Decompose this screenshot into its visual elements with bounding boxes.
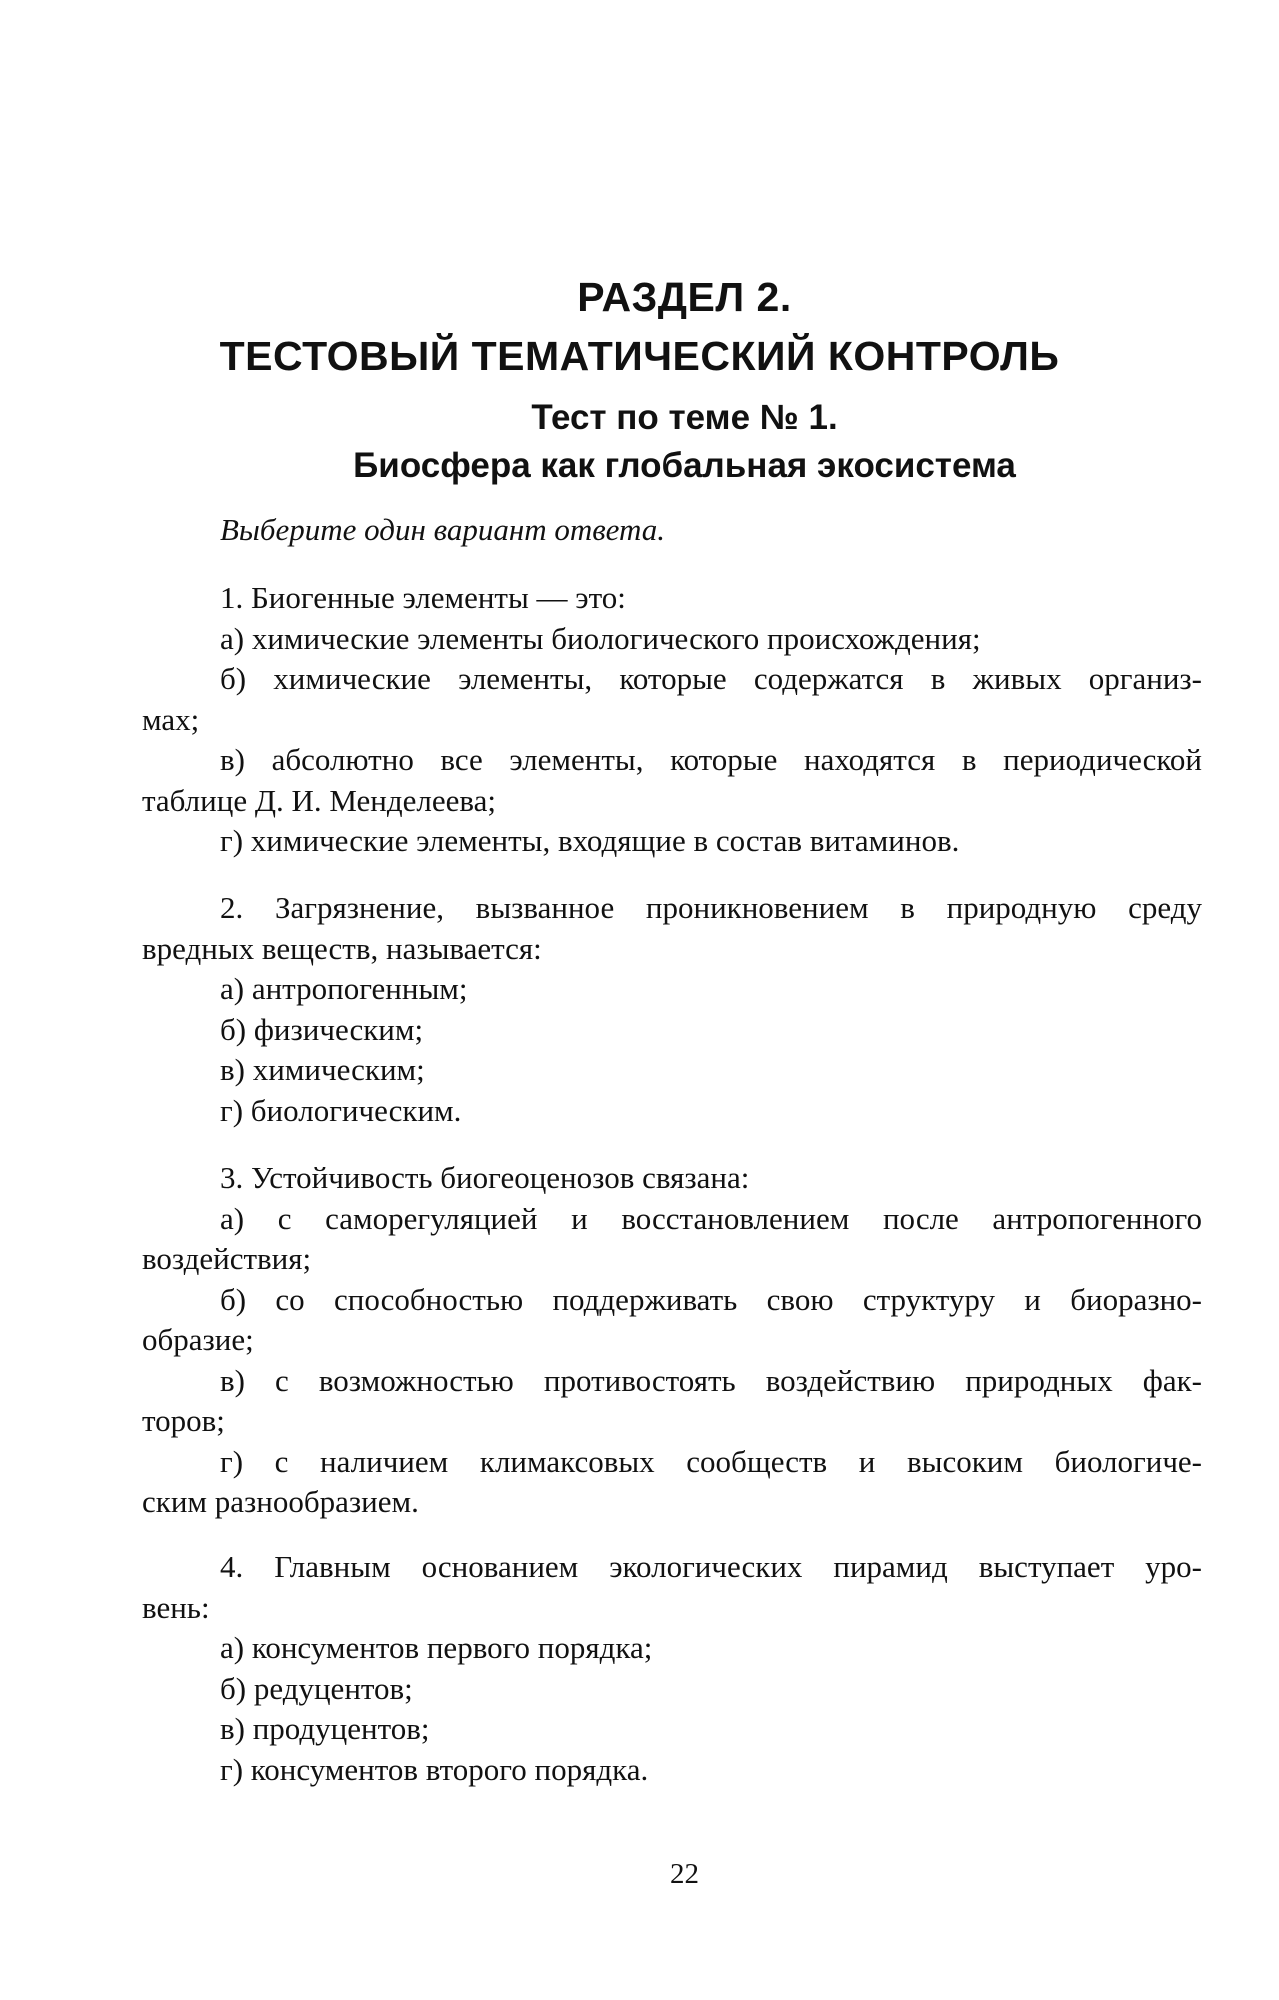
question-1 [142,578,1202,862]
question-3 [142,1158,1202,1523]
answer-option: а) с саморегуляцией и восстановлением после антропогенного [220,1200,1202,1236]
answer-option: в) химическим; [220,1052,425,1087]
answer-option-continuation: воздействия; [142,1241,312,1276]
answer-option: в) абсолютно все элементы, которые находятся в периодической [220,742,1202,777]
answer-option: г) химические элементы, входящие в состав витаминов. [220,823,960,858]
question-2 [142,888,1202,1131]
answer-option-continuation: образие; [142,1322,254,1357]
test-heading [0,394,1279,490]
question-stem-continuation: вредных веществ, называется: [142,930,542,966]
answer-option: б) со способностью поддерживать свою структуру и биоразно- [220,1281,1202,1317]
answer-option: в) продуцентов; [220,1711,430,1746]
question-stem: 1. Биогенные элементы — это: [220,580,626,615]
section-heading-line1: РАЗДЕЛ 2. [577,274,792,320]
answer-option-continuation: ским разнообразием. [142,1484,419,1519]
answer-option: а) консументов первого порядка; [220,1630,653,1665]
answer-option-continuation: мах; [142,701,200,737]
answer-option: в) с возможностью противостоять воздействию природных фак- [220,1362,1202,1398]
instruction-text: Выберите один вариант ответа. [220,512,666,547]
answer-option: г) с наличием климаксовых сообществ и высоким биологиче- [220,1443,1202,1479]
answer-option: б) редуцентов; [220,1670,413,1706]
answer-option: а) антропогенным; [220,971,468,1006]
test-heading-line2: Биосфера как глобальная экосистема [353,446,1016,485]
question-stem: 2. Загрязнение, вызванное проникновением в природную среду [220,890,1202,925]
answer-option: а) химические элементы биологического происхождения; [220,620,981,656]
question-stem-continuation: вень: [142,1589,210,1625]
answer-option-continuation: таблице Д. И. Менделеева; [142,782,497,818]
section-heading [0,268,1279,386]
answer-option: г) биологическим. [220,1092,462,1128]
question-stem: 4. Главным основанием экологических пирамид выступает уро- [220,1549,1202,1584]
answer-option: г) консументов второго порядка. [220,1751,649,1787]
answer-option-continuation: торов; [142,1403,225,1438]
test-heading-line1: Тест по теме № 1. [531,398,838,437]
page-number: 22 [670,1858,699,1890]
answer-option: б) физическим; [220,1011,424,1047]
question-stem: 3. Устойчивость биогеоценозов связана: [220,1160,750,1195]
answer-option: б) химические элементы, которые содержатся в живых организ- [220,661,1202,696]
question-4 [142,1547,1202,1790]
section-heading-line2: ТЕСТОВЫЙ ТЕМАТИЧЕСКИЙ КОНТРОЛЬ [219,333,1060,379]
